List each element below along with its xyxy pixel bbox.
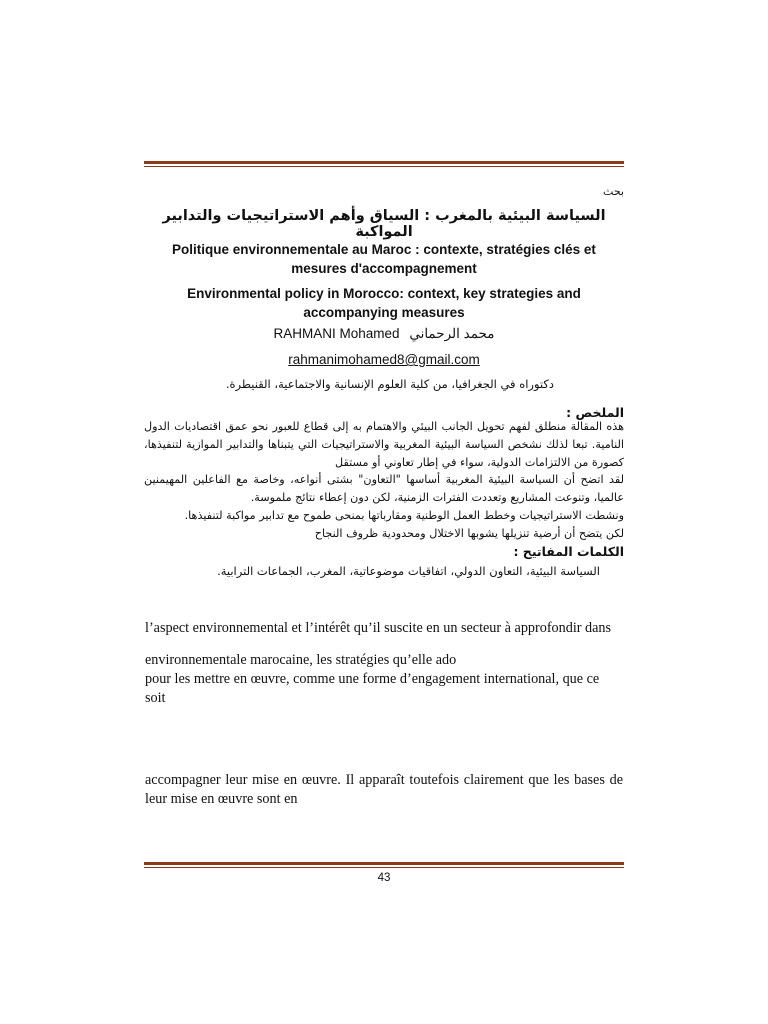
article-type-label: بحث xyxy=(603,185,624,198)
page-number: 43 xyxy=(377,872,391,884)
body-text: pour les mettre en œuvre, comme une forme d’engagement international, que ce soit xyxy=(145,671,600,706)
footer-rule xyxy=(144,862,624,868)
title-arabic: السياسة البيئية بالمغرب : السياق وأهم الاستراتيجيات والتدابير المواكبة xyxy=(162,208,606,240)
author-line xyxy=(144,326,624,342)
title-english: Environmental policy in Morocco: context, key strategies and accompanying measures xyxy=(187,286,581,320)
keywords-text: السياسة البيئية، التعاون الدولي، اتفاقيات موضوعاتية، المغرب، الجماعات الترابية. xyxy=(217,564,600,578)
body-paragraph-1 xyxy=(145,619,623,638)
abstract-paragraph: لكن يتضح أن أرضية تنزيلها يشوبها الاختلال ومحدودية ظروف النجاح xyxy=(314,526,624,540)
title-french: Politique environnementale au Maroc : contexte, stratégies clés et mesures d'accompagnement xyxy=(172,242,596,276)
body-text: l’aspect environnemental et l’intérêt qu’il suscite en un secteur à approfondir dans xyxy=(145,620,612,636)
abstract-body xyxy=(144,418,624,543)
body-text: environnementale marocaine, les stratégies qu’elle ado xyxy=(145,652,457,668)
abstract-paragraph: لقد اتضح أن السياسة البيئية المغربية أساسها "التعاون" بشتى أنواعه، وخاصة مع الفاعلين المهيمنين عالميا، وتنوعت المشاريع وتعددت الفترات الزمنية، لكن دون إعطاء نتائج ملموسة. xyxy=(144,473,624,505)
author-name-arabic: محمد الرحماني xyxy=(409,326,495,341)
abstract-paragraph: هذه المقالة منطلق لفهم تحويل الجانب البيئي والاهتمام به إلى قطاع للعبور نحو عمق اقتصاديات الدول النامية. تبعا لذلك نشخص السياسة البيئية المغربية والاستراتيجيات التي يتبناها والتدابير الموازية لتنفيذها، كصورة من الالتزامات الدولية، سواء في إطار تعاوني أو مستقل xyxy=(144,420,624,469)
keywords-heading: الكلمات المفاتيح : xyxy=(513,544,624,559)
author-email-link[interactable]: rahmanimohamed8@gmail.com xyxy=(288,352,480,367)
body-paragraph-3 xyxy=(145,771,623,809)
body-paragraph-2 xyxy=(145,651,623,708)
header-rule xyxy=(144,161,624,167)
author-affiliation: دكتوراه في الجغرافيا، من كلية العلوم الإنسانية والاجتماعية، القنيطرة. xyxy=(225,377,554,391)
abstract-heading: الملخص : xyxy=(566,405,624,420)
body-text: accompagner leur mise en œuvre. Il apparaît toutefois clairement que les bases de leur mise en œuvre sont en xyxy=(145,772,623,807)
abstract-paragraph: ونشطت الاستراتيجيات وخطط العمل الوطنية ومقارباتها بمنحى طموح مع تدابير مواكبة لتنفيذها. xyxy=(184,508,624,522)
author-name-latin: RAHMANI Mohamed xyxy=(273,326,400,341)
